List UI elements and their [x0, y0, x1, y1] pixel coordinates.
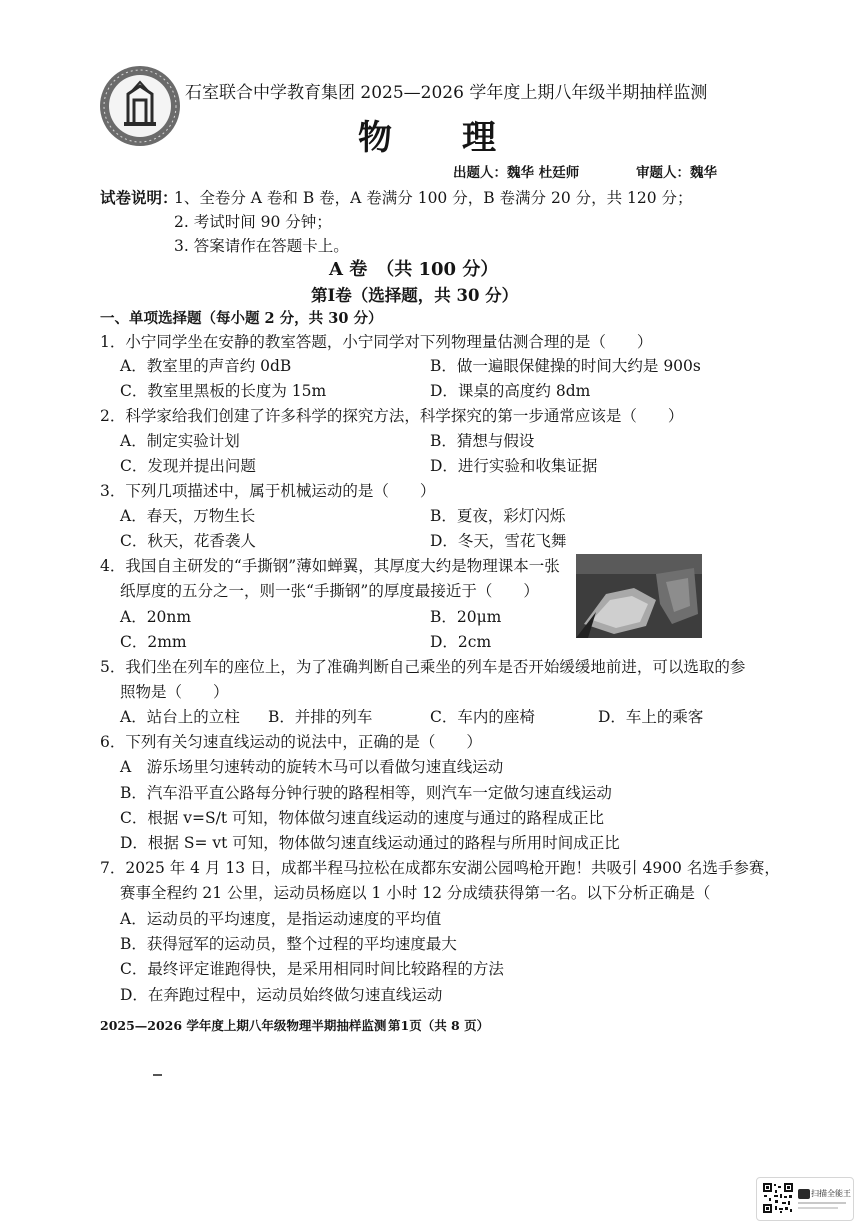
section-a-heading: A 卷 （共 100 分）: [329, 259, 499, 280]
scanner-caption-line: [798, 1202, 846, 1204]
q4-option-d: D．2cm: [430, 633, 492, 651]
reviewer: 审题人：魏华: [636, 165, 717, 181]
question-1-stem: 1．小宁同学坐在安静的教室答题，小宁同学对下列物理量估测合理的是（ ）: [100, 333, 653, 351]
question-6-stem: 6．下列有关匀速直线运动的说法中，正确的是（ ）: [100, 733, 482, 751]
question-4-stem-cont: 纸厚度的五分之一，则一张“手撕钢”的厚度最接近于（ ）: [120, 582, 539, 600]
question-3-stem: 3．下列几项描述中，属于机械运动的是（ ）: [100, 482, 436, 500]
question-7-stem-cont: 赛事全程约 21 公里，运动员杨庭以 1 小时 12 分成绩获得第一名。以下分析正确是（: [120, 884, 711, 902]
q3-option-c: C．秋天，花香袭人: [120, 532, 256, 550]
q5-option-a: A．站台上的立柱: [120, 708, 240, 726]
scanner-badge: [798, 1183, 851, 1198]
q7-option-b: B．获得冠军的运动员，整个过程的平均速度最大: [120, 935, 457, 953]
qr-code-icon: [762, 1182, 794, 1214]
q4-option-a: A．20nm: [120, 608, 192, 626]
q2-option-d: D．进行实验和收集证据: [430, 457, 598, 475]
q5-option-c: C．车内的座椅: [430, 708, 535, 726]
school-seal-icon: [98, 64, 182, 148]
scanner-watermark: [756, 1177, 854, 1221]
instruction-item: 3. 答案请作在答题卡上。: [174, 237, 349, 255]
section-1-heading: 第Ⅰ卷（选择题，共 30 分）: [311, 286, 519, 305]
authors: 出题人：魏华 杜廷师: [453, 165, 580, 181]
q6-option-a: A 游乐场里匀速转动的旋转木马可以看做匀速直线运动: [120, 758, 504, 776]
q7-option-c: C．最终评定谁跑得快，是采用相同时间比较路程的方法: [120, 960, 504, 978]
q1-option-a: A．教室里的声音约 0dB: [120, 357, 292, 375]
q3-option-d: D．冬天，雪花飞舞: [430, 532, 567, 550]
q7-option-a: A．运动员的平均速度，是指运动速度的平均值: [120, 910, 442, 928]
hand-torn-steel-photo: [576, 554, 702, 638]
part1-heading: 一、单项选择题（每小题 2 分，共 30 分）: [100, 310, 383, 327]
q4-option-c: C．2mm: [120, 633, 187, 651]
question-4-stem: 4．我国自主研发的“手撕钢”薄如蝉翼，其厚度大约是物理课本一张: [100, 557, 560, 575]
q3-option-a: A．春天，万物生长: [120, 507, 256, 525]
q2-option-a: A．制定实验计划: [120, 432, 240, 450]
q1-option-d: D．课桌的高度约 8dm: [430, 382, 591, 400]
q6-option-d: D．根据 S= vt 可知，物体做匀速直线运动通过的路程与所用时间成正比: [120, 834, 620, 852]
page-number: 第1页（共 8 页）: [388, 1018, 490, 1033]
q3-option-b: B．夏夜，彩灯闪烁: [430, 507, 566, 525]
question-5-stem: 5．我们坐在列车的座位上，为了准确判断自己乘坐的列车是否开始缓缓地前进，可以选取的参: [100, 658, 746, 676]
q5-option-d: D．车上的乘客: [598, 708, 704, 726]
q6-option-b: B．汽车沿平直公路每分钟行驶的路程相等，则汽车一定做匀速直线运动: [120, 784, 612, 802]
q4-option-b: B．20μm: [430, 608, 502, 626]
q7-option-d: D．在奔跑过程中，运动员始终做匀速直线运动: [120, 986, 443, 1004]
page-footer: 2025—2026 学年度上期八年级物理半期抽样监测: [100, 1018, 387, 1033]
question-5-stem-cont: 照物是（ ）: [120, 683, 229, 701]
question-2-stem: 2．科学家给我们创建了许多科学的探究方法，科学探究的第一步通常应该是（ ）: [100, 407, 684, 425]
q1-option-c: C．教室里黑板的长度为 15m: [120, 382, 327, 400]
q5-option-b: B．并排的列车: [268, 708, 373, 726]
instructions-label: 试卷说明：: [100, 188, 178, 207]
scan-speck: [153, 1074, 162, 1076]
q1-option-b: B．做一遍眼保健操的时间大约是 900s: [430, 357, 701, 375]
instruction-item: 1、全卷分 A 卷和 B 卷，A 卷满分 100 分，B 卷满分 20 分，共 120 分；: [174, 189, 693, 207]
q6-option-c: C．根据 v=S/t 可知，物体做匀速直线运动的速度与通过的路程成正比: [120, 809, 605, 827]
instruction-item: 2. 考试时间 90 分钟；: [174, 213, 332, 231]
scanner-app-icon: [798, 1189, 810, 1199]
exam-title: 石室联合中学教育集团 2025—2026 学年度上期八年级半期抽样监测: [185, 83, 708, 103]
q2-option-c: C．发现并提出问题: [120, 457, 256, 475]
scanner-caption-line: [798, 1207, 838, 1209]
subject-title: 物 理: [358, 118, 514, 158]
q2-option-b: B．猜想与假设: [430, 432, 535, 450]
question-7-stem: 7．2025 年 4 月 13 日，成都半程马拉松在成都东安湖公园鸣枪开跑！共吸引 4900 名选手参赛，: [100, 859, 780, 877]
scanner-label: 扫描全能王: [811, 1189, 851, 1198]
